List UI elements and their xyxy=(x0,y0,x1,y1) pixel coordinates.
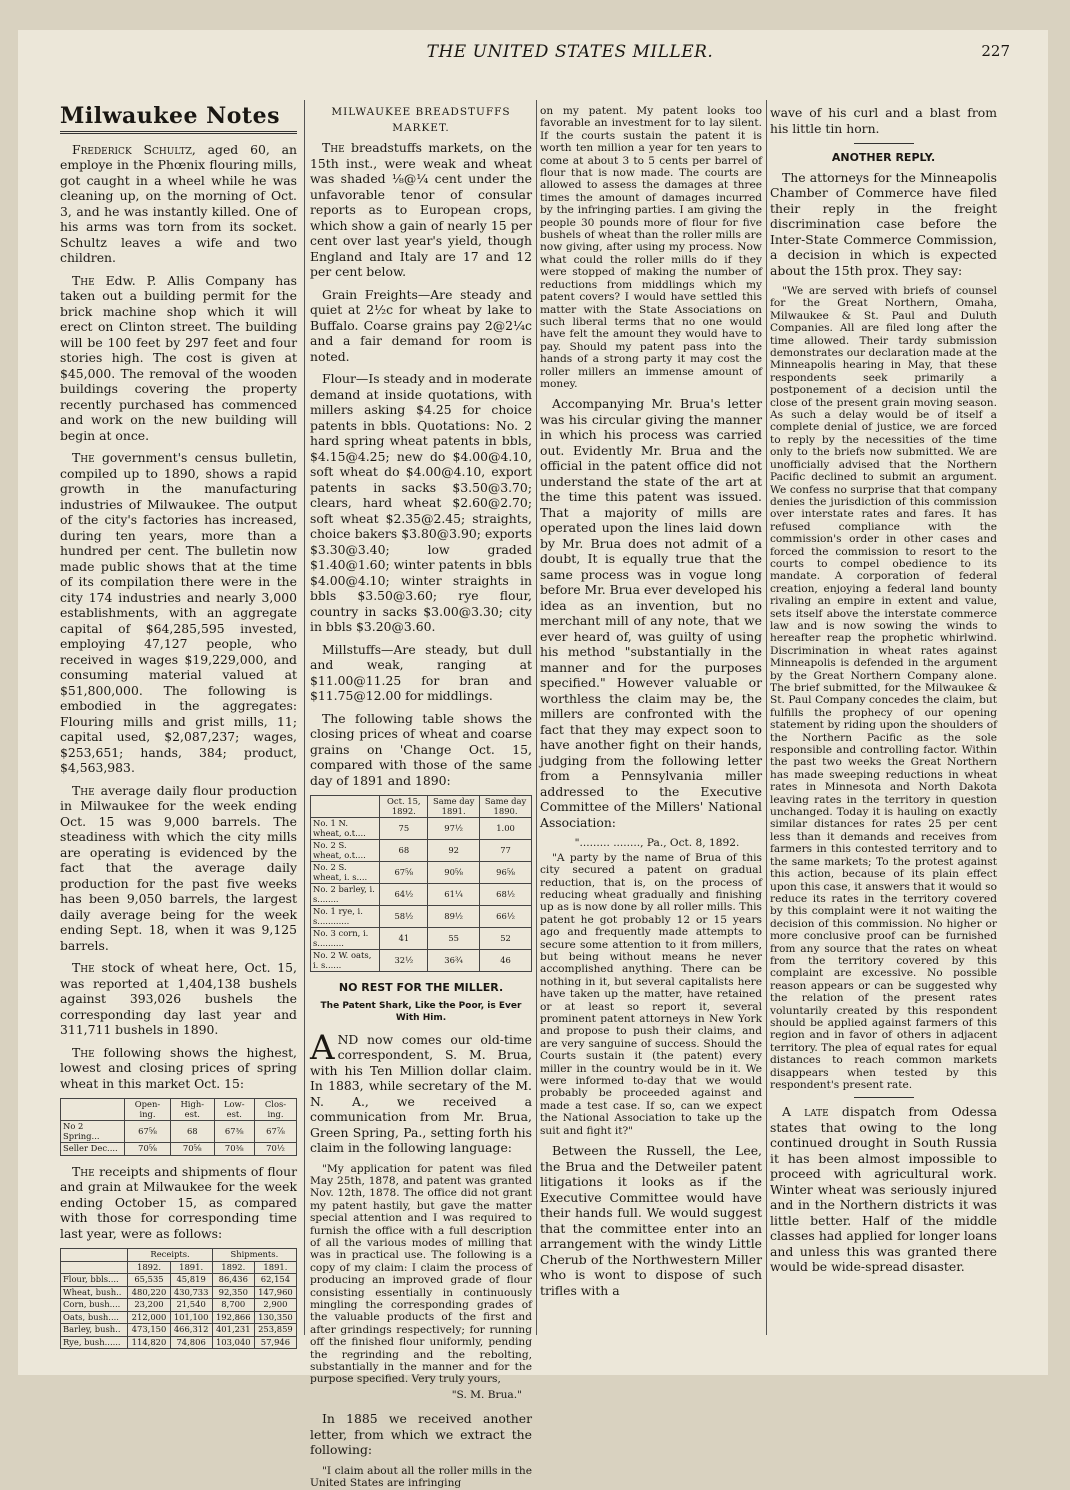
table-header: Receipts. xyxy=(128,1249,212,1262)
table-header: Clos-ing. xyxy=(255,1099,297,1121)
paragraph: The following table shows the closing prices of wheat and coarse grains on 'Change Oct. 15, compared with those of the same day of 1891 and 1890: xyxy=(310,710,532,788)
table-header: Low-est. xyxy=(214,1099,255,1121)
table-row: Wheat, bush.. 480,220 430,733 92,350 147,960 xyxy=(61,1286,297,1299)
table-header: High-est. xyxy=(171,1099,214,1121)
column-4 xyxy=(770,105,997,1345)
paragraph: In 1885 we received another letter, from which we extract the following: xyxy=(310,1411,532,1458)
paragraph: The average daily flour production in Milwaukee for the week ending Oct. 15 was 9,000 barrels. The steadiness with which the city mills are operating is evidenced by the fact that the average daily production for the past five weeks has been 9,050 barrels, the largest daily average being for the week ending Sept. 18, when it was 9,125 barrels. xyxy=(60,782,297,953)
section-masthead: Milwaukee Notes xyxy=(60,103,280,129)
running-title: THE UNITED STATES MILLER. xyxy=(426,42,714,62)
table-row: No. 2 barley, i. s........ 64½ 61¼ 68½ xyxy=(311,884,532,906)
section-title: MILWAUKEE BREADSTUFFS MARKET. xyxy=(331,106,511,134)
table-row: No. 1 rye, i. s............ 58½ 89½ 66½ xyxy=(311,906,532,928)
table-header: Shipments. xyxy=(212,1249,296,1262)
table-row: Seller Dec.... 70⅝ 70⅝ 70⅜ 70½ xyxy=(61,1143,297,1156)
column-2 xyxy=(310,105,532,1490)
table-row: Flour, bbls.... 65,535 45,819 86,436 62,154 xyxy=(61,1274,297,1287)
double-rule xyxy=(60,131,297,134)
quoted-letter: "A party by the name of Brua of this city secured a patent on gradual reduction, that is, on the process of reducing wheat gradually and finishing up as is now done by all roller mills. This patent he got probably 12 or 15 years ago and frequently made attempts to secure some attention to it from millers, but being without means he never accomplished anything. There can be nothing in it, but several capitalists here have taken up the matter, have retained or at least so report it, several prominent patent attorneys in New York and propose to push their claims, and are very sanguine of success. Should the Courts sustain it (the patent) every miller in the country would be in it. We were informed to-day that we would probably be proceeded against and made a test case. If so, can we expect the National Association to take up the suit and fight it?" xyxy=(540,851,762,1137)
table-row: No. 3 corn, i. s.......... 41 55 52 xyxy=(311,928,532,950)
letter-signature: "S. M. Brua." xyxy=(451,1388,522,1401)
table-header xyxy=(61,1099,125,1121)
page-number: 227 xyxy=(981,42,1010,60)
paragraph: The Edw. P. Allis Company has taken out a building permit for the brick machine shop which it will erect on Clinton street. The building will be 100 feet by 297 feet and four stories high. The cost is given at $45,000. The removal of the wooden buildings covering the property recently purchased has commenced and work on the new building will begin at once. xyxy=(60,272,297,443)
divider xyxy=(854,1097,914,1098)
drop-cap: A xyxy=(310,1027,335,1068)
quoted-letter: "My application for patent was filed May 25th, 1878, and patent was granted Nov. 12th, 1878. The office did not grant my patent hastily, but gave the matter special attention and I was required to furnish the office with a full description of all the various modes of milling that was in practical use. The following is a copy of my claim: I claim the process of producing an improved grade of flour consisting essentially in continuously mingling the corresponding grades of the valuable products of the first and after grindings respectively; for running off the finished flour uniformly, pending the regrinding and the rebolting, substantially in the manner and for the purpose specified. Very truly yours, xyxy=(310,1162,532,1386)
article-heading: NO REST FOR THE MILLER. xyxy=(338,981,504,994)
paragraph: Millstuffs—Are steady, but dull and weak, ranging at $11.00@11.25 for bran and $11.75@12.00 for middlings. xyxy=(310,641,532,703)
table-row: No. 2 S. wheat, i. s.... 67⅝ 90⅝ 96⅝ xyxy=(311,862,532,884)
paragraph: The stock of wheat here, Oct. 15, was reported at 1,404,138 bushels against 393,026 bushels the corresponding day last year and 311,711 bushels in 1890. xyxy=(60,960,297,1037)
paragraph: wave of his curl and a blast from his little tin horn. xyxy=(770,105,997,136)
paragraph: The following shows the highest, lowest and closing prices of spring wheat in this market Oct. 15: xyxy=(60,1044,297,1091)
table-header: Open-ing. xyxy=(124,1099,170,1121)
letter-dateline: "......... ........, Pa., Oct. 8, 1892. xyxy=(574,837,740,850)
table-row: Oats, bush.... 212,000 101,100 192,866 130,350 xyxy=(61,1311,297,1324)
table-row: No. 2 S. wheat, o.t.... 68 92 77 xyxy=(311,840,532,862)
table-row: No. 2 W. oats, i. s...... 32½ 36¾ 46 xyxy=(311,950,532,972)
column-3 xyxy=(540,105,762,1345)
table-row: No 2 Spring... 67⅝ 68 67⅜ 67⅞ xyxy=(61,1121,297,1143)
table-header xyxy=(61,1249,128,1262)
quoted-letter: "I claim about all the roller mills in the United States are infringing xyxy=(310,1464,532,1490)
paragraph: Frederick Schultz, aged 60, an employe in the Phœnix flouring mills, got caught in a wheel while he was cleaning up, on the morning of Oct. 3, and he was instantly killed. One of his arms was torn from its socket. Schultz leaves a wife and two children. xyxy=(60,141,297,265)
receipts-shipments-table: Receipts. Shipments. 1892. 1891. 1892. 1891. Flour, bbls.... 65,535 45,819 86,436 62,154 Wheat, bush.. 480,220 430,733 92,350 147,960 Corn, bush.... 23,200 21,540 8,700 2,900 Oats, bush.... 212,000 101,100 192,866 130,350 Barley, bush.. 473,150 466,312 401,231 253,859 Rye, bush...... 114,820 74,806 103,040 57,946 xyxy=(60,1248,297,1349)
quoted-reply: "We are served with briefs of counsel for the Great Northern, Omaha, Milwaukee & St. Paul and Duluth Companies. All are filed long after the time allowed. Their tardy submission demonstrates our declaration made at the Minneapolis hearing in May, that these respondents seek primarily a postponement of a decision until the close of the present grain moving season. As such a delay would be of itself a complete denial of justice, we are forced to reply by the necessities of the time only to the briefs now submitted. We are unofficially advised that the Northern Pacific declined to submit an argument. We confess no surprise that that company denies the jurisdiction of this commission over interstate rates and fares. It has refused compliance with the commission's order in other cases and forced the commission to resort to the courts to compel obedience to its mandate. A corporation of federal creation, enjoying a federal land bounty rivaling an empire in extent and value, sets itself above the interstate commerce law and is now sowing the winds to hereafter reap the prophetic whirlwind. Discrimination in wheat rates against Minneapolis is defended in the argument by the Great Northern Company alone. The brief submitted, for the Milwaukee & St. Paul Company concedes the claim, but fulfills the prophecy of our opening statement by riding upon the shoulders of the Northern Pacific as the sole responsible and controlling factor. Within the past two weeks the Great Northern has made sweeping reductions in wheat rates in Minnesota and North Dakota leaving rates in the territory in question unchanged. Today it is hauling on exactly similar distances for rates 25 per cent less than it demands and receives from farmers in this contested territory and to the same markets; To the protest against this action, because of its plain effect upon this case, it answers that it would so reduce its rates in the territory covered by this complaint were it not waiting the decision of this commission. No higher or more conclusive proof can be furnished from any source that the rates on wheat from the territory covered by this complaint are excessive. No possible reason appears or can be suggested why the relation of the present rates voluntarily created by this respondent should be applied against farmers of this region and in favor of others in adjacent territory. The plea of equal rates for equal distances to reach common markets disappears when tested by this respondent's present rate. xyxy=(770,285,997,1091)
paragraph: A late dispatch from Odessa states that owing to the long continued drought in South Russia it has been almost impossible to proceed with agricultural work. Winter wheat was seriously injured and in the Northern districts it was little better. Half of the middle classes had applied for longer loans and unless this was granted there would be wide-spread disaster. xyxy=(770,1104,997,1275)
column-rule xyxy=(766,100,767,1335)
table-row: Rye, bush...... 114,820 74,806 103,040 57,946 xyxy=(61,1336,297,1349)
paragraph: Flour—Is steady and in moderate demand at inside quotations, with millers asking $4.25 for choice patents in bbls. Quotations: No. 2 hard spring wheat patents in bbls, $4.15@4.25; new do $4.00@4.10, soft wheat do $4.00@4.10, export patents in sacks $3.50@3.70; clears, hard wheat $2.60@2.70; soft wheat $2.35@2.45; straights, choice bakers $3.80@3.90; exports $3.30@3.40; low graded $1.40@1.60; winter patents in bbls $4.00@4.10; winter straights in bbls $3.50@3.60; rye flour, country in sacks $3.00@3.30; city in bbls $3.20@3.60. xyxy=(310,371,532,634)
paragraph: The breadstuffs markets, on the 15th inst., were weak and wheat was shaded ⅛@¼ cent under the unfavorable tenor of consular reports as to European crops, which show a gain of nearly 15 per cent over last year's yield, though England and Italy are 17 and 12 per cent below. xyxy=(310,140,532,279)
table-row: No. 1 N. wheat, o.t.... 75 97½ 1.00 xyxy=(311,818,532,840)
column-rule xyxy=(304,100,305,1335)
quoted-letter: on my patent. My patent looks too favorable an investment for to lay silent. If the courts sustain the patent it is worth ten million a year for ten years to come at about 3 to 5 cents per barrel of flour that is now made. The courts are allowed to assess the damages at three times the amount of damages incurred by the infringing parties. I am giving the people 30 pounds more of flour for five bushels of wheat than the roller mills are now giving, after using my process. Now what could the roller mills do if they were stopped of making the number of reductions from middlings which my patent covers? I would have settled this matter with the State Associations on such liberal terms that no one would have felt the amount they would have to pay. Should my patent pass into the hands of a strong party it may cost the roller millers an immense amount of money. xyxy=(540,105,762,390)
paragraph: Accompanying Mr. Brua's letter was his circular giving the manner in which his process was carried out. Evidently Mr. Brua and the official in the patent office did not understand the state of the art at the time this patent was issued. That a majority of mills are operated upon the lines laid down by Mr. Brua does not admit of a doubt, It is equally true that the same process was in vogue long before Mr. Brua ever developed his idea as an invention, but no merchant mill of any note, that we ever heard of, was guilty of using his method "substantially in the manner and for the purposes specified." However valuable or worthless the claim may be, the millers are confronted with the fact that they may expect soon to have another fight on their hands, judging from the following letter from a Pennsylvania miller addressed to the Executive Committee of the Millers' National Association: xyxy=(540,396,762,830)
paragraph: Grain Freights—Are steady and quiet at 2½c for wheat by lake to Buffalo. Coarse grains pay 2@2¼c and a fair demand for room is noted. xyxy=(310,286,532,364)
column-rule xyxy=(536,100,537,1335)
paragraph: The government's census bulletin, compiled up to 1890, shows a rapid growth in the manufacturing industries of Milwaukee. The output of the city's factories has increased, during ten years, more than a hundred per cent. The bulletin now made public shows that at the time of its compilation there were in the city 174 industries and nearly 3,000 establishments, with an aggregate capital of $64,285,595 invested, employing 47,127 people, who received in wages $19,229,000, and consuming material valued at $51,800,000. The following is embodied in the aggregates: Flouring mills and grist mills, 11; capital used, $2,087,237; wages, $253,651; hands, 384; product, $4,563,983. xyxy=(60,450,297,775)
paragraph: Between the Russell, the Lee, the Brua and the Detweiler patent litigations it looks as if the Executive Committee would have their hands full. We would suggest that the committee enter into an arrangement with the windy Little Cherub of the Northwestern Miller who is wont to dispose of such trifles with a xyxy=(540,1143,762,1298)
paragraph: AND now comes our old-time correspondent, S. M. Brua, with his Ten Million dollar claim. In 1883, while secretary of the M. N. A., we received a communication from Mr. Brua, Green Spring, Pa., setting forth his claim in the following language: xyxy=(310,1027,532,1155)
paragraph: The attorneys for the Minneapolis Chamber of Commerce have filed their reply in the freight discrimination case before the Inter-State Commerce Commission, a decision in which is expected about the 15th prox. They say: xyxy=(770,169,997,278)
article-subheading: The Patent Shark, Like the Poor, is Ever With Him. xyxy=(320,1000,522,1023)
divider xyxy=(854,143,914,144)
article-heading: ANOTHER REPLY. xyxy=(831,151,936,164)
spring-wheat-prices-table xyxy=(60,1098,297,1156)
column-1 xyxy=(60,105,297,1345)
table-row: Corn, bush.... 23,200 21,540 8,700 2,900 xyxy=(61,1299,297,1312)
paragraph: The receipts and shipments of flour and grain at Milwaukee for the week ending October 15, as compared with those for corresponding time last year, were as follows: xyxy=(60,1163,297,1241)
table-row: Barley, bush.. 473,150 466,312 401,231 253,859 xyxy=(61,1324,297,1337)
page-header xyxy=(60,42,1020,72)
closing-prices-table: Oct. 15, 1892. Same day 1891. Same day 1890. No. 1 N. wheat, o.t.... 75 97½ 1.00 No. 2 S. wheat, o.t.... 68 92 77 No. 2 S. wheat, i. s.... 67⅝ 90⅝ 96⅝ No. 2 barley, i. s........ 64½ 61¼ 68½ No. 1 rye, i. s............ 58½ 89½ 66½ No. 3 corn, i. s.......... 41 55 52 No. 2 W. oats, i. s...... 32½ 36¾ 46 xyxy=(310,795,532,972)
